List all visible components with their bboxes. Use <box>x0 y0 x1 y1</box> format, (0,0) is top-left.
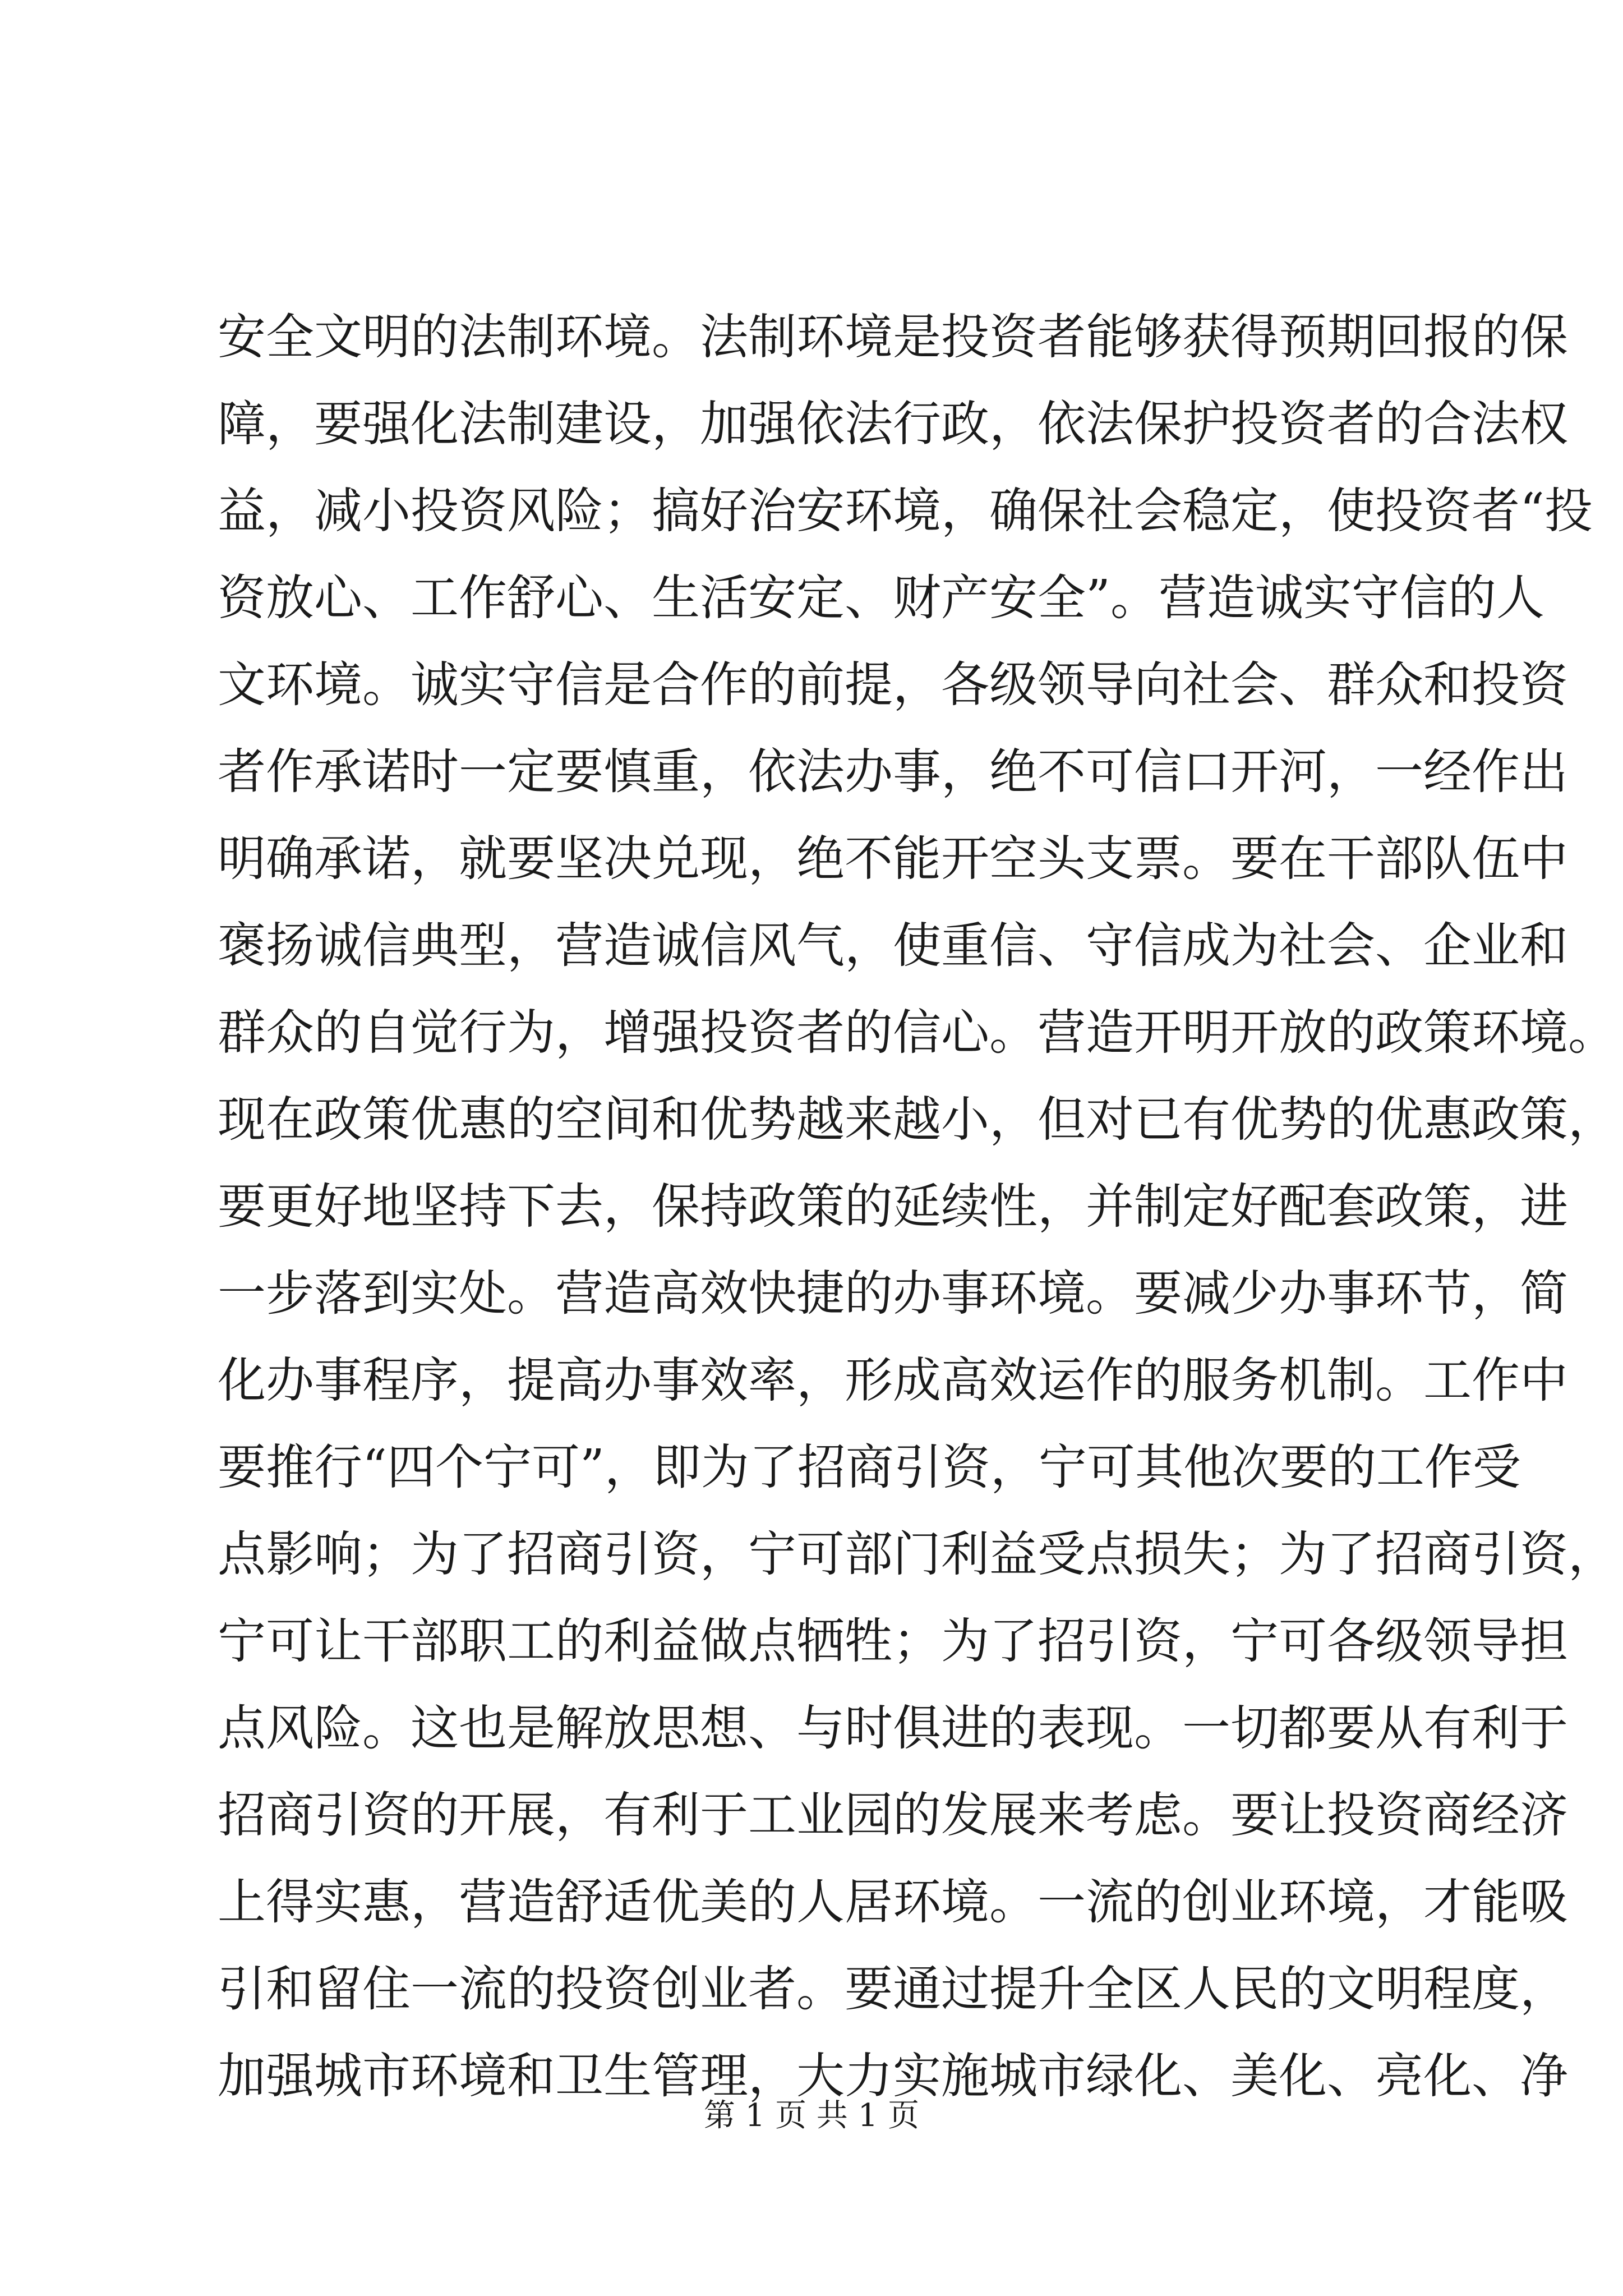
text-line: 褒扬诚信典型，营造诚信风气，使重信、守信成为社会、企业和 <box>218 918 1568 974</box>
page-number: 第 1 页 共 1 页 <box>703 2097 920 2134</box>
text-line: 文环境。诚实守信是合作的前提，各级领导向社会、群众和投资 <box>218 657 1568 713</box>
text-line: 现在政策优惠的空间和优势越来越小，但对已有优势的优惠政策， <box>218 1092 1616 1148</box>
page-footer <box>0 2093 1623 2138</box>
text-line: 要推行“四个宁可”，即为了招商引资，宁可其他次要的工作受 <box>218 1439 1521 1496</box>
text-line: 安全文明的法制环境。法制环境是投资者能够获得预期回报的保 <box>218 309 1568 365</box>
text-line: 益，减小投资风险；搞好治安环境，确保社会稳定，使投资者“投 <box>218 483 1593 539</box>
body-text <box>218 294 1616 2120</box>
text-line: 点风险。这也是解放思想、与时俱进的表现。一切都要从有利于 <box>218 1700 1568 1756</box>
text-line: 招商引资的开展，有利于工业园的发展来考虑。要让投资商经济 <box>218 1787 1568 1843</box>
text-line: 资放心、工作舒心、生活安定、财产安全”。营造诚实守信的人 <box>218 570 1544 626</box>
text-line: 上得实惠，营造舒适优美的人居环境。一流的创业环境，才能吸 <box>218 1874 1568 1930</box>
text-line: 化办事程序，提高办事效率，形成高效运作的服务机制。工作中 <box>218 1352 1568 1409</box>
text-line: 加强城市环境和卫生管理，大力实施城市绿化、美化、亮化、净 <box>218 2048 1568 2104</box>
text-line: 宁可让干部职工的利益做点牺牲；为了招引资，宁可各级领导担 <box>218 1613 1568 1669</box>
text-line: 障，要强化法制建设，加强依法行政，依法保护投资者的合法权 <box>218 396 1568 452</box>
text-line: 点影响；为了招商引资，宁可部门利益受点损失；为了招商引资， <box>218 1526 1616 1582</box>
text-line: 者作承诺时一定要慎重，依法办事，绝不可信口开河，一经作出 <box>218 744 1568 800</box>
text-line: 明确承诺，就要坚决兑现，绝不能开空头支票。要在干部队伍中 <box>218 831 1568 887</box>
text-line: 要更好地坚持下去，保持政策的延续性，并制定好配套政策，进 <box>218 1179 1568 1235</box>
text-line: 引和留住一流的投资创业者。要通过提升全区人民的文明程度， <box>218 1961 1568 2017</box>
text-line: 一步落到实处。营造高效快捷的办事环境。要减少办事环节，简 <box>218 1266 1568 1322</box>
text-line: 群众的自觉行为，增强投资者的信心。营造开明开放的政策环境。 <box>218 1005 1616 1061</box>
